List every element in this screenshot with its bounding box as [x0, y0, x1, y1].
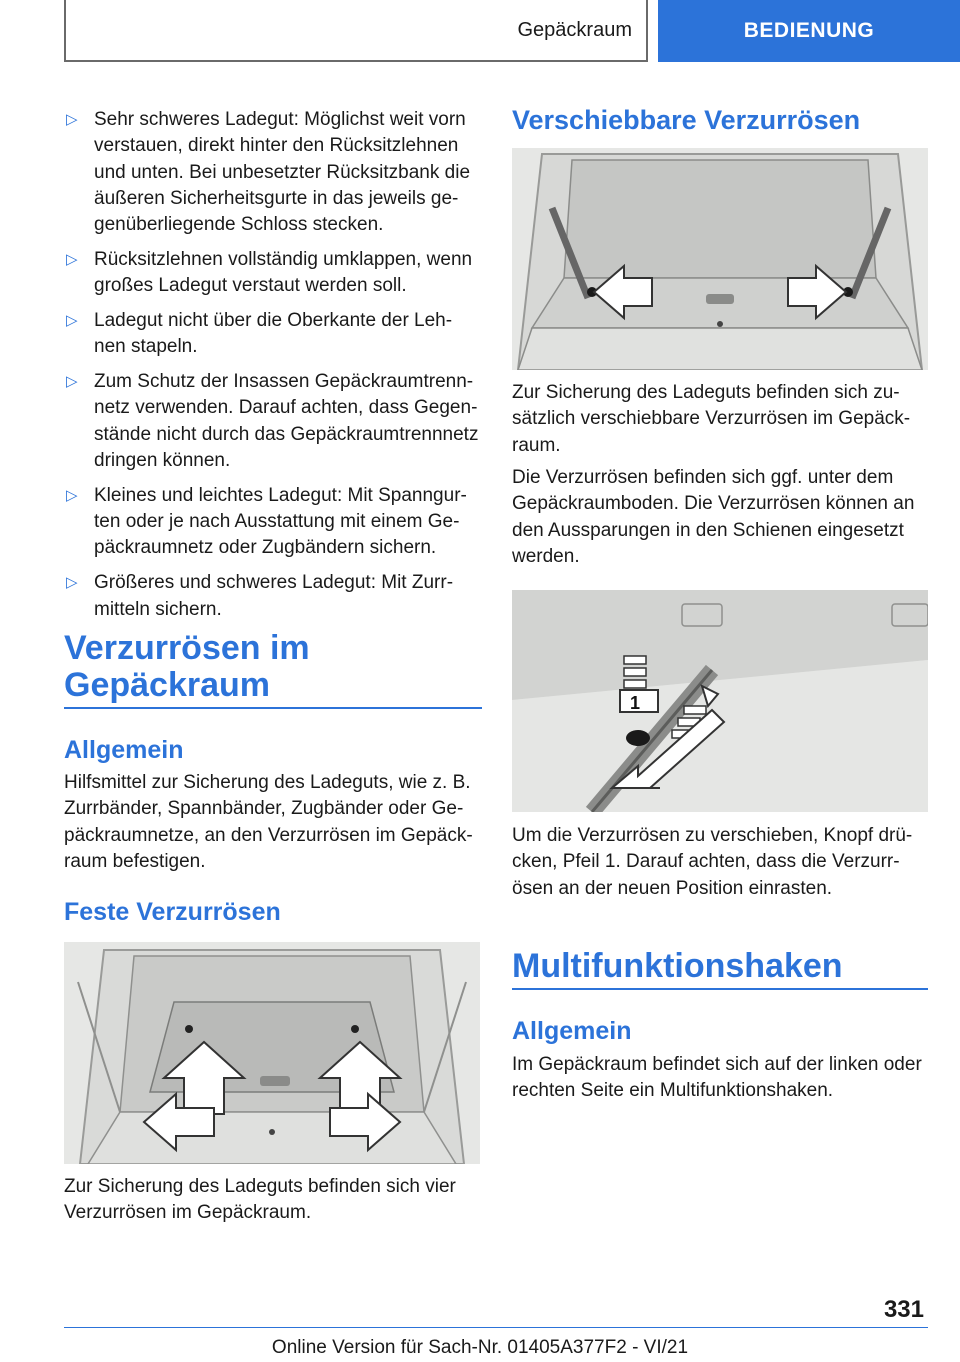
heading-tie-down-eyes: Verzurrösen im Gepäckraum	[64, 629, 310, 704]
list-item	[64, 369, 482, 474]
triangle-bullet-icon: ▷	[66, 111, 78, 128]
heading-rule	[512, 988, 928, 990]
list-item	[64, 107, 482, 238]
figure-sliding-mechanism	[512, 590, 928, 812]
figure-fixed-eyes	[64, 942, 480, 1164]
heading-fixed-eyes: Feste Verzurrösen	[64, 898, 281, 926]
header-section-title: Gepäckraum	[517, 18, 632, 41]
bullet-list	[64, 107, 482, 631]
list-item-text: Sehr schweres Ladegut: Möglichst weit vorn verstauen, direkt hinter den Rücksitzlehnen und unten. Bei unbesetzter Rücksitzbank die äußeren Sicherheitsgurte in das jeweils ge‐ genüberliegende Schloss stecken.	[94, 109, 471, 236]
list-item-text: Zum Schutz der Insassen Gepäckraumtrenn‐ netz verwenden. Darauf achten, dass Gegen‐ stände nicht durch das Gepäckraumtrennnetz dringen können.	[94, 371, 479, 472]
header-chapter-tab[interactable]	[658, 0, 960, 62]
page-number: 331	[883, 1296, 924, 1323]
hook-paragraph: Im Gepäckraum befindet sich auf der linken oder rechten Seite ein Multifunktionshaken.	[512, 1054, 922, 1102]
triangle-bullet-icon: ▷	[66, 312, 78, 330]
list-item-text: Größeres und schweres Ladegut: Mit Zurr‐ mitteln sichern.	[94, 572, 454, 620]
triangle-bullet-icon: ▷	[66, 250, 78, 268]
heading-hook-general: Allgemein	[512, 1017, 632, 1045]
general-paragraph: Hilfsmittel zur Sicherung des Ladeguts, wie z. B. Zurrbänder, Spannbänder, Zugbänder oder Ge‐ päckraumnetze, an den Verzurrösen im Gepäck‐ raum befestigen.	[64, 772, 473, 872]
list-item	[64, 247, 482, 300]
list-item	[64, 570, 482, 623]
figure-sliding-eyes	[512, 148, 928, 370]
list-item-text: Kleines und leichtes Ladegut: Mit Spanngur‐ ten oder je nach Ausstattung mit einem Ge‐ päckraumnetz oder Zugbändern sichern.	[94, 484, 467, 559]
heading-rule	[64, 707, 482, 709]
sliding-mechanism-caption: Um die Verzurrösen zu verschieben, Knopf drü‐ cken, Pfeil 1. Darauf achten, dass die Verzurr‐ ösen an der neuen Position einrasten.	[512, 825, 913, 899]
fixed-eyes-caption: Zur Sicherung des Ladeguts befinden sich vier Verzurrösen im Gepäckraum.	[64, 1176, 456, 1224]
triangle-bullet-icon: ▷	[66, 486, 78, 504]
footer-online-version[interactable]: Online Version für Sach-Nr. 01405A377F2 - VI/21	[271, 1337, 689, 1358]
list-item	[64, 308, 482, 361]
list-item-text: Rücksitzlehnen vollständig umklappen, wenn großes Ladegut verstaut werden soll.	[94, 248, 473, 297]
header-section-tab	[64, 0, 648, 62]
list-item	[64, 483, 482, 562]
triangle-bullet-icon: ▷	[66, 373, 78, 391]
list-item-text: Ladegut nicht über die Oberkante der Leh‐ nen stapeln.	[94, 310, 453, 358]
heading-multifunction-hook: Multifunktionshaken	[512, 947, 843, 985]
sliding-eyes-paragraph-2: Die Verzurrösen befinden sich ggf. unter dem Gepäckraumboden. Die Verzurrösen können an den Aussparungen in den Schienen eingesetzt werden.	[512, 467, 915, 567]
header-chapter-title: BEDIENUNG	[743, 19, 875, 42]
triangle-bullet-icon: ▷	[66, 574, 78, 592]
sliding-eyes-paragraph-1: Zur Sicherung des Ladeguts befinden sich zu‐ sätzlich verschiebbare Verzurrösen im Gepäck‐ raum.	[512, 382, 911, 456]
footer-rule	[64, 1327, 928, 1328]
callout-number: 1	[630, 693, 641, 713]
heading-sliding-eyes: Verschiebbare Verzurrösen	[512, 105, 861, 135]
heading-general: Allgemein	[64, 736, 184, 764]
